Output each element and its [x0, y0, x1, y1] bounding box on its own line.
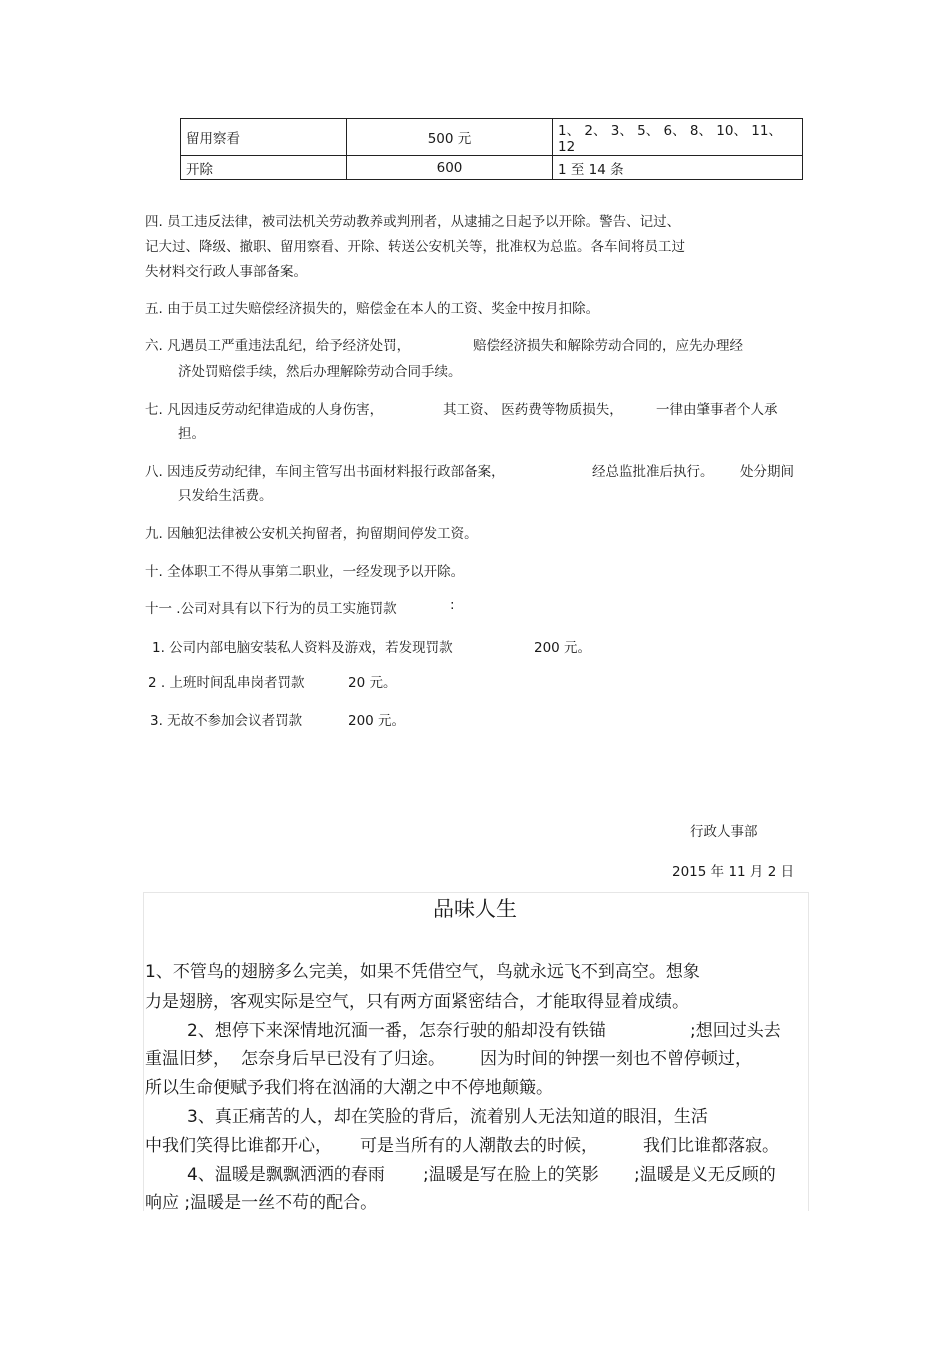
clause-8-line-2: 只发给生活费。 — [178, 488, 273, 504]
article-line: 响应 ;温暖是一丝不苟的配合。 — [145, 1193, 378, 1213]
article-line: 中我们笑得比谁都开心， — [145, 1136, 332, 1156]
fine-item-2: 2 . 上班时间乱串岗者罚款 — [148, 675, 305, 691]
article-line: 力是翅膀，客观实际是空气，只有两方面紧密结合，才能取得显着成绩。 — [145, 992, 689, 1012]
article-line: 怎奈身后早已没有了归途。 — [241, 1049, 445, 1069]
clause-9: 九. 因触犯法律被公安机关拘留者，拘留期间停发工资。 — [145, 526, 478, 542]
article-line: 重温旧梦， — [145, 1049, 230, 1069]
clause-6-line-1b: 赔偿经济损失和解除劳动合同的，应先办理经 — [473, 338, 743, 354]
article-line: 1、不管鸟的翅膀多么完美，如果不凭借空气，鸟就永远飞不到高空。想象 — [145, 962, 700, 982]
fine-item-1-amount: 200 元。 — [534, 640, 592, 656]
fine-item-3-amount: 200 元。 — [348, 713, 406, 729]
clause-4-line-2: 记大过、降级、撤职、留用察看、开除、转送公安机关等，批准权为总监。各车间将员工过 — [145, 239, 685, 255]
table-row — [181, 119, 803, 156]
signature-department: 行政人事部 — [690, 824, 758, 840]
fine-item-3: 3. 无故不参加会议者罚款 — [150, 713, 303, 729]
article-line: 所以生命便赋予我们将在汹涌的大潮之中不停地颠簸。 — [145, 1078, 553, 1098]
clause-5: 五. 由于员工过失赔偿经济损失的，赔偿金在本人的工资、奖金中按月扣除。 — [145, 301, 600, 317]
signature-date: 2015 年 11 月 2 日 — [672, 864, 795, 880]
table-cell: 开除 — [181, 156, 347, 180]
penalty-table — [180, 118, 803, 180]
table-cell: 1 至 14 条 — [553, 156, 803, 180]
article-line: 3、真正痛苦的人，却在笑脸的背后，流着别人无法知道的眼泪，生活 — [187, 1107, 708, 1127]
clause-7-line-1c: 一律由肇事者个人承 — [656, 402, 778, 418]
fine-item-1: 1. 公司内部电脑安装私人资料及游戏，若发现罚款 — [152, 640, 453, 656]
article-line: 2、想停下来深情地沉湎一番，怎奈行驶的船却没有铁锚 — [187, 1021, 606, 1041]
article-line: 因为时间的钟摆一刻也不曾停顿过， — [480, 1049, 752, 1069]
article-title: 品味人生 — [433, 897, 517, 921]
clause-8-line-1a: 八. 因违反劳动纪律，车间主管写出书面材料报行政部备案， — [145, 464, 505, 480]
clause-7-line-1a: 七. 凡因违反劳动纪律造成的人身伤害， — [145, 402, 384, 418]
clause-6-line-1a: 六. 凡遇员工严重违法乱纪，给予经济处罚， — [145, 338, 411, 354]
table-cell: 500 元 — [347, 119, 553, 156]
clause-8-line-1b: 经总监批准后执行。 — [592, 464, 714, 480]
table-cell: 600 — [347, 156, 553, 180]
clause-4-line-3: 失材料交行政人事部备案。 — [145, 264, 307, 280]
table-cell: 1、 2、 3、 5、 6、 8、 10、 11、 12 — [553, 119, 803, 156]
clause-11: 十一 .公司对具有以下行为的员工实施罚款 — [145, 601, 397, 617]
article-line: 我们比谁都落寂。 — [643, 1136, 779, 1156]
clause-11-colon: : — [450, 597, 455, 613]
clause-8-line-1c: 处分期间 — [740, 464, 794, 480]
clause-6-line-2: 济处罚赔偿手续，然后办理解除劳动合同手续。 — [178, 364, 462, 380]
clause-7-line-1b: 其工资、 医药费等物质损失， — [443, 402, 623, 418]
article-line: 可是当所有的人潮散去的时候， — [360, 1136, 598, 1156]
clause-4-line-1: 四. 员工违反法律，被司法机关劳动教养或判刑者，从逮捕之日起予以开除。警告、记过、 — [145, 214, 681, 230]
article-line: ;温暖是写在脸上的笑影 — [423, 1165, 599, 1185]
table-row — [181, 156, 803, 180]
table-cell: 留用察看 — [181, 119, 347, 156]
article-line: ;温暖是义无反顾的 — [634, 1165, 776, 1185]
article-line: 4、温暖是飘飘洒洒的春雨 — [187, 1165, 385, 1185]
clause-7-line-2: 担。 — [178, 426, 205, 442]
fine-item-2-amount: 20 元。 — [348, 675, 397, 691]
article-line: ;想回过头去 — [690, 1021, 781, 1041]
clause-10: 十. 全体职工不得从事第二职业，一经发现予以开除。 — [145, 564, 465, 580]
